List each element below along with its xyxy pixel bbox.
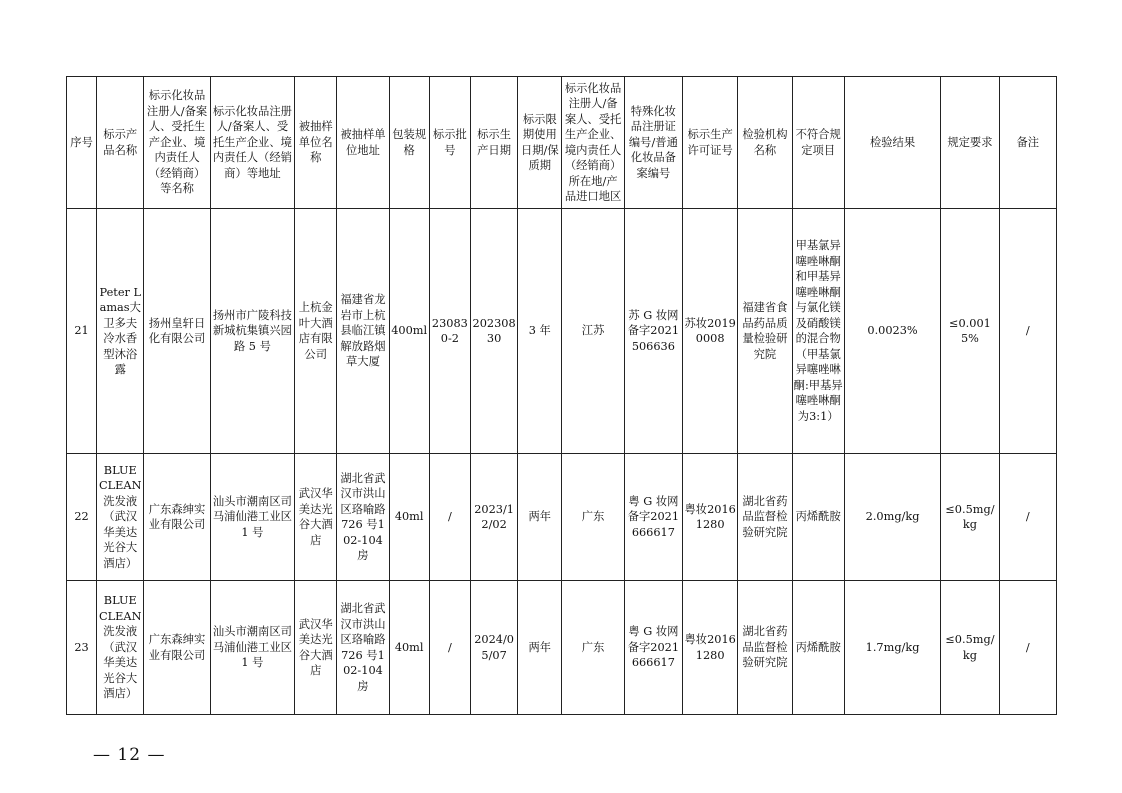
production-license: 粤妆20161280 xyxy=(683,581,738,715)
product-name: Peter Lamas大卫多夫冷水香型沐浴露 xyxy=(97,209,144,454)
registration-number: 粤 G 妆网备字2021666617 xyxy=(624,581,682,715)
requirement: ≤0.5mg/kg xyxy=(941,581,999,715)
origin-region: 广东 xyxy=(562,581,624,715)
batch-number: / xyxy=(429,581,470,715)
product-name: BLUE CLEAN 洗发液（武汉华美达光谷大酒店） xyxy=(97,581,144,715)
sampled-unit: 武汉华美达光谷大酒店 xyxy=(295,454,337,581)
header-cell: 标示限期使用日期/保质期 xyxy=(518,77,562,209)
remark: / xyxy=(999,209,1056,454)
header-cell: 标示化妆品注册人/备案人、受托生产企业、境内责任人（经销商）所在地/产品进口地区 xyxy=(562,77,624,209)
shelf-life: 两年 xyxy=(518,581,562,715)
header-cell: 标示化妆品注册人/备案人、受托生产企业、境内责任人（经销商）等名称 xyxy=(144,77,210,209)
row-number: 23 xyxy=(67,581,97,715)
sampled-address: 湖北省武汉市洪山区珞喻路726 号102-104房 xyxy=(337,581,389,715)
header-cell: 被抽样单位地址 xyxy=(337,77,389,209)
header-cell: 规定要求 xyxy=(941,77,999,209)
header-cell: 标示生产日期 xyxy=(470,77,517,209)
batch-number: 230830-2 xyxy=(429,209,470,454)
nonconforming-item: 甲基氯异噻唑啉酮和甲基异噻唑啉酮与氯化镁及硝酸镁的混合物（甲基氯异噻唑啉酮:甲基异噻唑啉酮为3:1） xyxy=(792,209,844,454)
shelf-life: 3 年 xyxy=(518,209,562,454)
registration-number: 粤 G 妆网备字2021666617 xyxy=(624,454,682,581)
production-date: 2024/05/07 xyxy=(470,581,517,715)
sampled-address: 福建省龙岩市上杭县临江镇解放路烟草大厦 xyxy=(337,209,389,454)
inspection-results-table xyxy=(66,76,1057,715)
header-cell: 包装规格 xyxy=(389,77,429,209)
header-cell: 序号 xyxy=(67,77,97,209)
header-cell: 被抽样单位名称 xyxy=(295,77,337,209)
company-name: 扬州皇轩日化有限公司 xyxy=(144,209,210,454)
company-address: 汕头市潮南区司马浦仙港工业区 1 号 xyxy=(210,454,294,581)
header-cell: 标示生产许可证号 xyxy=(683,77,738,209)
table-row xyxy=(67,209,1057,454)
production-date: 20230830 xyxy=(470,209,517,454)
header-cell: 特殊化妆品注册证编号/普通化妆品备案编号 xyxy=(624,77,682,209)
inspection-lab: 福建省食品药品质量检验研究院 xyxy=(738,209,792,454)
package-spec: 40ml xyxy=(389,581,429,715)
sampled-unit: 上杭金叶大酒店有限公司 xyxy=(295,209,337,454)
header-cell: 备注 xyxy=(999,77,1056,209)
sampled-address: 湖北省武汉市洪山区珞喻路726 号102-104房 xyxy=(337,454,389,581)
company-name: 广东森绅实业有限公司 xyxy=(144,581,210,715)
nonconforming-item: 丙烯酰胺 xyxy=(792,454,844,581)
page-number: — 12 — xyxy=(93,745,166,765)
header-cell: 检验结果 xyxy=(844,77,940,209)
row-number: 22 xyxy=(67,454,97,581)
test-result: 0.0023% xyxy=(844,209,940,454)
row-number: 21 xyxy=(67,209,97,454)
registration-number: 苏 G 妆网备字2021506636 xyxy=(624,209,682,454)
inspection-lab: 湖北省药品监督检验研究院 xyxy=(738,581,792,715)
inspection-lab: 湖北省药品监督检验研究院 xyxy=(738,454,792,581)
production-license: 苏妆20190008 xyxy=(683,209,738,454)
origin-region: 广东 xyxy=(562,454,624,581)
company-address: 扬州市广陵科技新城杭集镇兴园路 5 号 xyxy=(210,209,294,454)
origin-region: 江苏 xyxy=(562,209,624,454)
header-cell: 标示批号 xyxy=(429,77,470,209)
production-license: 粤妆20161280 xyxy=(683,454,738,581)
header-row xyxy=(67,77,1057,209)
requirement: ≤0.5mg/kg xyxy=(941,454,999,581)
remark: / xyxy=(999,581,1056,715)
header-cell: 标示产品名称 xyxy=(97,77,144,209)
batch-number: / xyxy=(429,454,470,581)
test-result: 2.0mg/kg xyxy=(844,454,940,581)
nonconforming-item: 丙烯酰胺 xyxy=(792,581,844,715)
shelf-life: 两年 xyxy=(518,454,562,581)
table-row xyxy=(67,581,1057,715)
production-date: 2023/12/02 xyxy=(470,454,517,581)
package-spec: 40ml xyxy=(389,454,429,581)
remark: / xyxy=(999,454,1056,581)
product-name: BLUE CLEAN 洗发液（武汉华美达光谷大酒店） xyxy=(97,454,144,581)
test-result: 1.7mg/kg xyxy=(844,581,940,715)
header-cell: 标示化妆品注册人/备案人、受托生产企业、境内责任人（经销商）等地址 xyxy=(210,77,294,209)
company-address: 汕头市潮南区司马浦仙港工业区 1 号 xyxy=(210,581,294,715)
company-name: 广东森绅实业有限公司 xyxy=(144,454,210,581)
header-cell: 不符合规定项目 xyxy=(792,77,844,209)
sampled-unit: 武汉华美达光谷大酒店 xyxy=(295,581,337,715)
package-spec: 400ml xyxy=(389,209,429,454)
table-row xyxy=(67,454,1057,581)
requirement: ≤0.0015% xyxy=(941,209,999,454)
header-cell: 检验机构名称 xyxy=(738,77,792,209)
